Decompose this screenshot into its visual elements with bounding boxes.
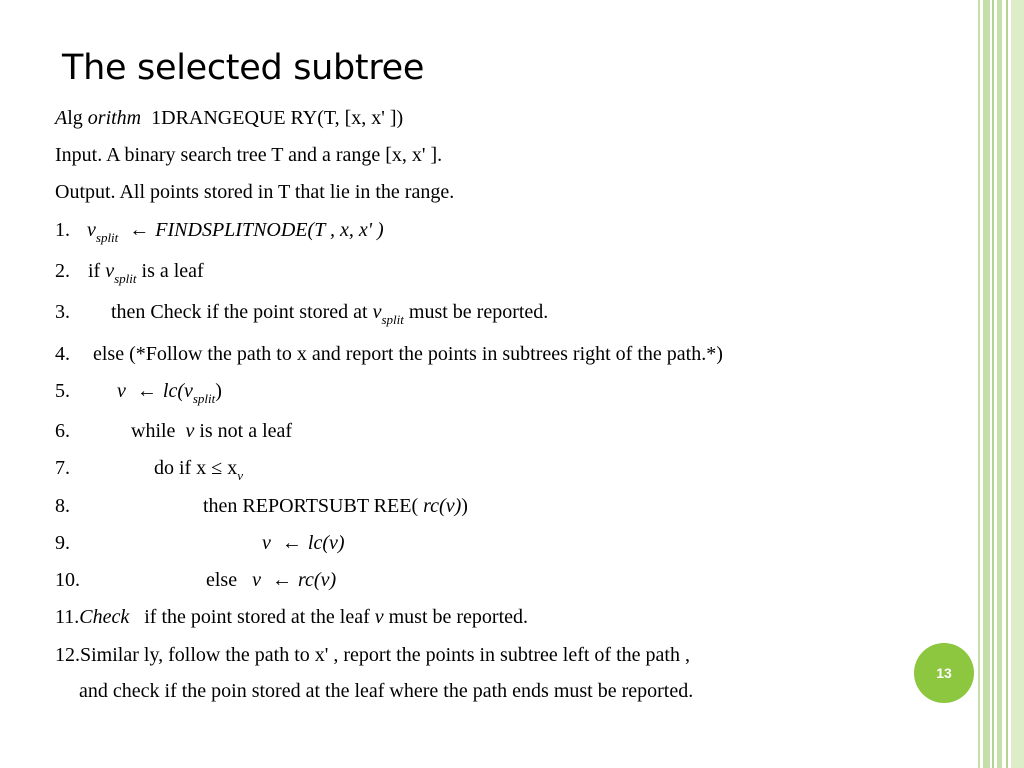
algorithm-output: Output. All points stored in T that lie in the range.	[55, 181, 455, 203]
decorative-stripe	[992, 0, 994, 768]
left-arrow-icon: ←	[271, 569, 292, 591]
left-arrow-icon: ←	[129, 219, 150, 241]
algorithm-input: Input. A binary search tree T and a range [x, x' ].	[55, 144, 443, 166]
decorative-stripe	[983, 0, 990, 768]
decorative-stripe	[997, 0, 1002, 768]
algorithm-header: Alg orithm 1DRANGEQUE RY(T, [x, x' ])	[55, 107, 404, 129]
algorithm-line-13: and check if the poin stored at the leaf where the path ends must be reported.	[79, 680, 694, 702]
decorative-stripe	[1006, 0, 1008, 768]
left-arrow-icon: ←	[136, 380, 157, 402]
algorithm-line-12: 12.Similar ly, follow the path to x' , report the points in subtree left of the path ,	[55, 644, 690, 666]
algorithm-line-11: 11.Check if the point stored at the leaf v must be reported.	[55, 606, 529, 628]
slide-title: The selected subtree	[62, 48, 425, 88]
page-number-badge: 13	[914, 643, 974, 703]
left-arrow-icon: ←	[281, 532, 302, 554]
decorative-stripe	[978, 0, 980, 768]
algorithm-body: Alg orithm 1DRANGEQUE RY(T, [x, x' ]) Input. A binary search tree T and a range [x, x' ]. Output. All points stored in T that lie in the range. 1. $v_{split}$ ← FINDSPLITNODE(T , x, x' ) 2. if $v_{split}$ is a leaf 3. then Check if the point stored at $v_{split}$ must be reported. 4. else (*Follow the path to x and report the points in subtrees right of the path.*) 5. v ← $lc(v_{split})$ 6. while v is not a leaf 7. do if $x \le x_v$ 8. then REPORTSUBT REE( rc(v)) 9. v ← lc(v) 10. else v ← rc(v) 11.Check if the point stored at the leaf v must be reported. 12.Similar ly, follow the path to x' , report the points in subtree left of the path , and check if the poin stored at the leaf where the path ends must be reported.	[0, 0, 960, 768]
decorative-stripe	[1011, 0, 1024, 768]
